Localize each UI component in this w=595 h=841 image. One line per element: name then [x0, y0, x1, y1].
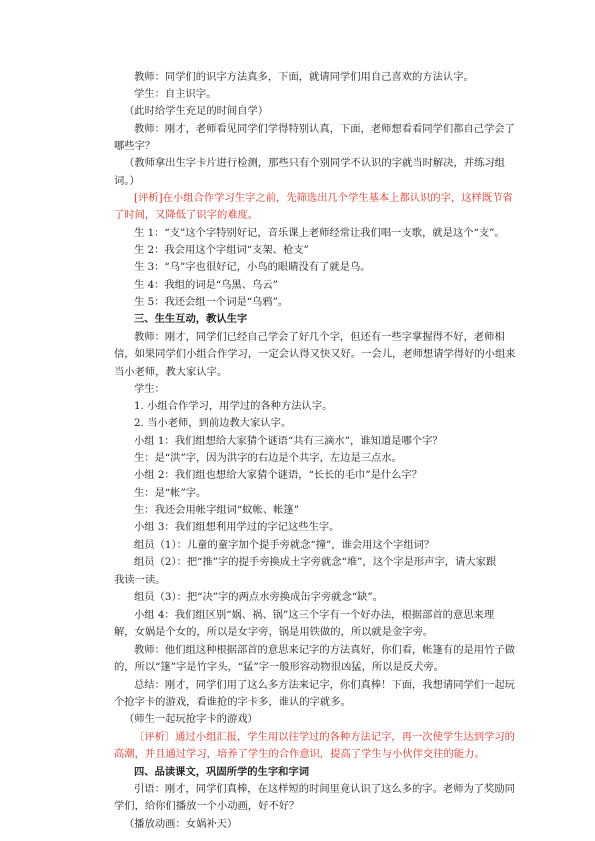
text-line: 引语：刚才，同学们真棒，在这样短的时间里竟认识了这么多的字。老师为了奖励同 [134, 783, 515, 795]
text-line: 小组 2：我们组也想给大家猜个谜语，“长长的毛巾”是什么字？ [134, 469, 423, 481]
text-line: 学生： [134, 383, 165, 395]
comment-line: 了时间，又降低了识字的难度。 [114, 209, 259, 221]
section-heading: 三、生生互动，教认生字 [134, 313, 248, 325]
text-line: 信，如果同学们小组合作学习，一定会认得又快又好。一会儿，老师想请学得好的小组来 [114, 348, 516, 360]
text-line: 教师：同学们的识字方法真多，下面，就请同学们用自己喜欢的方法认字。 [134, 71, 474, 83]
text-line: 生 4：我组的词是“乌黑、乌云” [134, 279, 278, 291]
text-line: 哪些字？ [114, 140, 156, 152]
text-line: 教师：他们组这种根据部首的意思来记字的方法真好，你们看，帐篷有的是用竹子做 [134, 644, 515, 656]
text-line: 生 3：“乌”字也很好记，小鸟的眼睛没有了就是乌。 [134, 261, 371, 273]
text-line: 我读一读。 [114, 574, 166, 586]
text-line: 小组 3：我们组想利用学过的字记这些生字。 [134, 521, 340, 533]
text-line: 总结：刚才，同学们用了这么多方法来记字，你们真棒！下面，我想请同学们一起玩 [134, 679, 515, 691]
text-line: 教师：刚才，老师看见同学们学得特别认真，下面，老师想看看同学们都自己学会了 [134, 123, 515, 135]
text-line: 组员（2）：把“推”字的提手旁换成土字旁就念“堆”，这个字是形声字，请大家跟 [134, 556, 497, 568]
text-line: （师生一起玩抢字卡的游戏） [124, 713, 258, 725]
text-line: （此时给学生充足的时间自学） [124, 105, 269, 117]
text-line: 生 5：我还会组一个词是“乌鸦”。 [134, 296, 289, 308]
text-line: 学们，给你们播放一个小动画，好不好？ [114, 800, 300, 812]
text-line: 生 1：“支”这个字特别好记，音乐课上老师经常让我们唱一支歌，就是这个“支”。 [134, 227, 505, 239]
text-line: （播放动画：女娲补天） [124, 818, 238, 830]
text-line: （教师拿出生字卡片进行检测，那些只有个别同学不认识的字就当时解决，并练习组 [124, 157, 505, 169]
text-line: 组员（3）：把“决”字的两点水旁换成缶字旁就念“缺”。 [134, 591, 383, 603]
text-line: 1. 小组合作学习，用学过的各种方法认字。 [134, 400, 333, 412]
text-line: 的，所以“篷”字是竹字头，“猛”字一般形容动物很凶猛，所以是反犬旁。 [114, 661, 444, 673]
text-line: 生 2：我会用这个字组词“支架、枪支” [134, 244, 309, 256]
text-line: 当小老师，教大家认字。 [114, 366, 228, 378]
text-line: 生：我还会用帐字组词“蚊帐、帐篷” [134, 504, 299, 516]
comment-line: 高潮，并且通过学习，培养了学生的合作意识，提高了学生与小伙伴交往的能力。 [114, 748, 485, 760]
text-line: 个抢字卡的游戏，看谁抢的字卡多，谁认的字就多。 [114, 696, 351, 708]
text-line: 解，女娲是个女的，所以是女字旁，锅是用铁做的，所以就是金字旁。 [114, 626, 434, 638]
comment-line: 〔评析〕通过小组汇报，学生用以往学过的各种方法记字，再一次使学生达到学习的 [134, 731, 515, 743]
text-line: 词。） [114, 175, 140, 187]
text-line: 生：是“帐”字。 [134, 487, 207, 499]
section-heading: 四、品读课文，巩固所学的生字和字词 [134, 766, 310, 778]
text-line: 教师：刚才，同学们已经自己学会了好几个字，但还有一些字掌握得不好，老师相 [134, 331, 505, 343]
text-line: 2. 当小老师，到前边教大家认字。 [134, 417, 292, 429]
comment-line: [评析]在小组合作学习生字之前，先筛选出几个学生基本上都认识的字，这样既节省 [134, 192, 513, 204]
text-line: 学生：自主识字。 [134, 88, 217, 100]
text-line: 生：是“洪”字，因为洪字的右边是个共字，左边是三点水。 [134, 452, 402, 464]
text-line: 小组 1：我们组想给大家猜个谜语“共有三滴水”，谁知道是哪个字？ [134, 435, 443, 447]
text-line: 小组 4：我们组区别“娲、祸、锅”这三个字有一个好办法，根据部首的意思来理 [134, 609, 495, 621]
text-line: 组员（1）：儿童的童字加个提手旁就念“撞”，谁会用这个字组词？ [134, 539, 435, 551]
